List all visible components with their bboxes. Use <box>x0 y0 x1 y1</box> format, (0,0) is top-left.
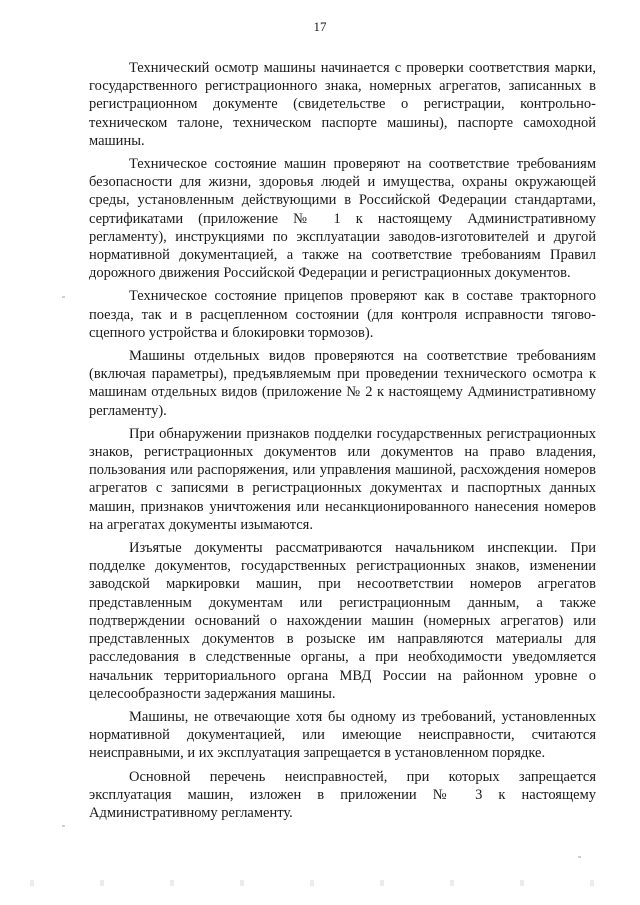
paragraph-trailer-inspection: Техническое состояние прицепов проверяют как в составе тракторного поезда, так и в расцепленном состоянии (для контроля исправности тягово-сцепного устройства и блокировки тормозов). <box>89 288 596 341</box>
document-body <box>89 59 596 827</box>
paragraph-seized-documents: Изъятые документы рассматриваются начальником инспекции. При подделке документов, государственных регистрационных знаков, изменении заводской маркировки машин, при несоответствии номеров агрегатов представленным документам или регистрационным данным, а также подтверждении оснований о нахождении машин (номерных агрегатов) или представленных документов в розыске им направляются материалы для расследования в следственные органы, а при необходимости уведомляется начальник территориального органа МВД России на районном уровне о целесообразности задержания машины. <box>89 540 596 702</box>
scan-artifact-mark <box>62 296 65 298</box>
scan-artifact-mark <box>578 856 581 858</box>
paragraph-faults-list: Основной перечень неисправностей, при которых запрещается эксплуатация машин, изложен в приложении № 3 к настоящему Административному регламенту. <box>89 768 596 821</box>
page-number: 17 <box>313 19 327 34</box>
scan-artifact-mark <box>62 825 65 827</box>
scan-artifact-strip <box>0 880 640 886</box>
paragraph-technical-condition-requirements: Техническое состояние машин проверяют на соответствие требованиям безопасности для жизни, здоровья людей и имущества, охраны окружающей среды, установленным действующими в Российской Федерации стандартами, сертификатами (приложение № 1 к настоящему Административному регламенту), инструкциями по эксплуатации заводов-изготовителей и другой нормативной документацией, а также на соответствие требованиям Правил дорожного движения Российской Федерации и регистрационных документов. <box>89 156 596 282</box>
paragraph-technical-inspection-start: Технический осмотр машины начинается с проверки соответствия марки, государственного регистрационного знака, номерных агрегатов, записанных в регистрационном документе (свидетельстве о регистрации, контрольно-техническом талоне, техническом паспорте машины), паспорте самоходной машины. <box>89 60 596 149</box>
paragraph-forgery-detection: При обнаружении признаков подделки государственных регистрационных знаков, регистрационных документов или документов на право владения, пользования или распоряжения, или управления машиной, расхождения номеров агрегатов с записями в регистрационных документах и паспортных данных машин, признаков уничтожения или несанкционированного нанесения номеров на агрегатах документы изымаются. <box>89 425 596 533</box>
paragraph-special-vehicles: Машины отдельных видов проверяются на соответствие требованиям (включая параметры), предъявляемым при проведении технического осмотра к машинам отдельных видов (приложение № 2 к настоящему Административному регламенту). <box>89 348 596 419</box>
paragraph-faulty-vehicles: Машины, не отвечающие хотя бы одному из требований, установленных нормативной документацией, или имеющие неисправности, считаются неисправными, и их эксплуатация запрещается в установленном порядке. <box>89 708 596 762</box>
